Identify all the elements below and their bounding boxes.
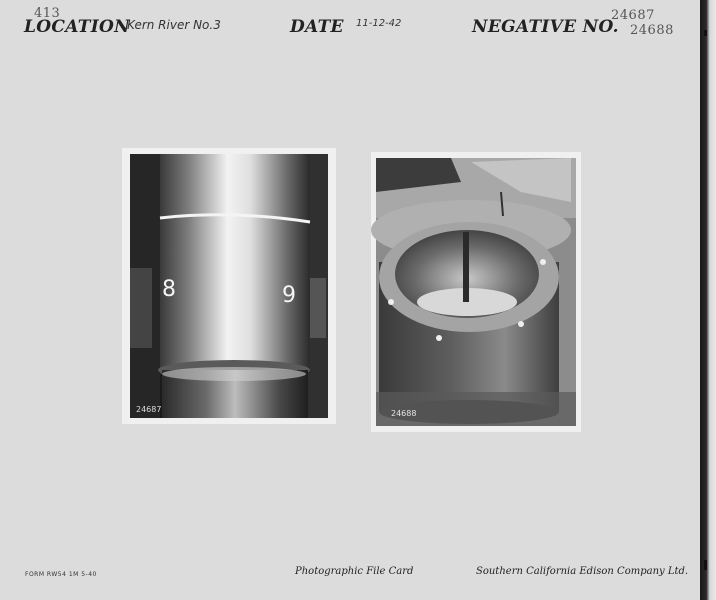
negative-value-1: 24687: [611, 8, 655, 23]
shaft-number-8: 8: [162, 277, 176, 302]
photo-bearing-negative-number: 24688: [391, 409, 417, 418]
scan-edge: [700, 0, 716, 600]
date-value: 11-12-42: [356, 18, 402, 29]
location-label: LOCATION: [24, 17, 130, 37]
photo-shaft-image: [122, 148, 336, 424]
negative-value-2: 24688: [630, 23, 674, 38]
company-name: Southern California Edison Company Ltd.: [476, 566, 689, 577]
location-value: Kern River No.3: [127, 18, 221, 32]
shaft-number-9: 9: [282, 283, 296, 308]
photo-shaft: [122, 148, 336, 424]
negative-label: NEGATIVE NO.: [472, 17, 619, 37]
photo-bearing-ring-image: [371, 152, 581, 432]
form-number: FORM RW54 1M 5-40: [25, 571, 97, 578]
date-label: DATE: [290, 17, 344, 37]
photo-bearing-ring: [371, 152, 581, 432]
photo-shaft-negative-number: 24687: [136, 405, 162, 414]
card-title: Photographic File Card: [295, 566, 414, 577]
card-number: 413: [34, 6, 61, 21]
